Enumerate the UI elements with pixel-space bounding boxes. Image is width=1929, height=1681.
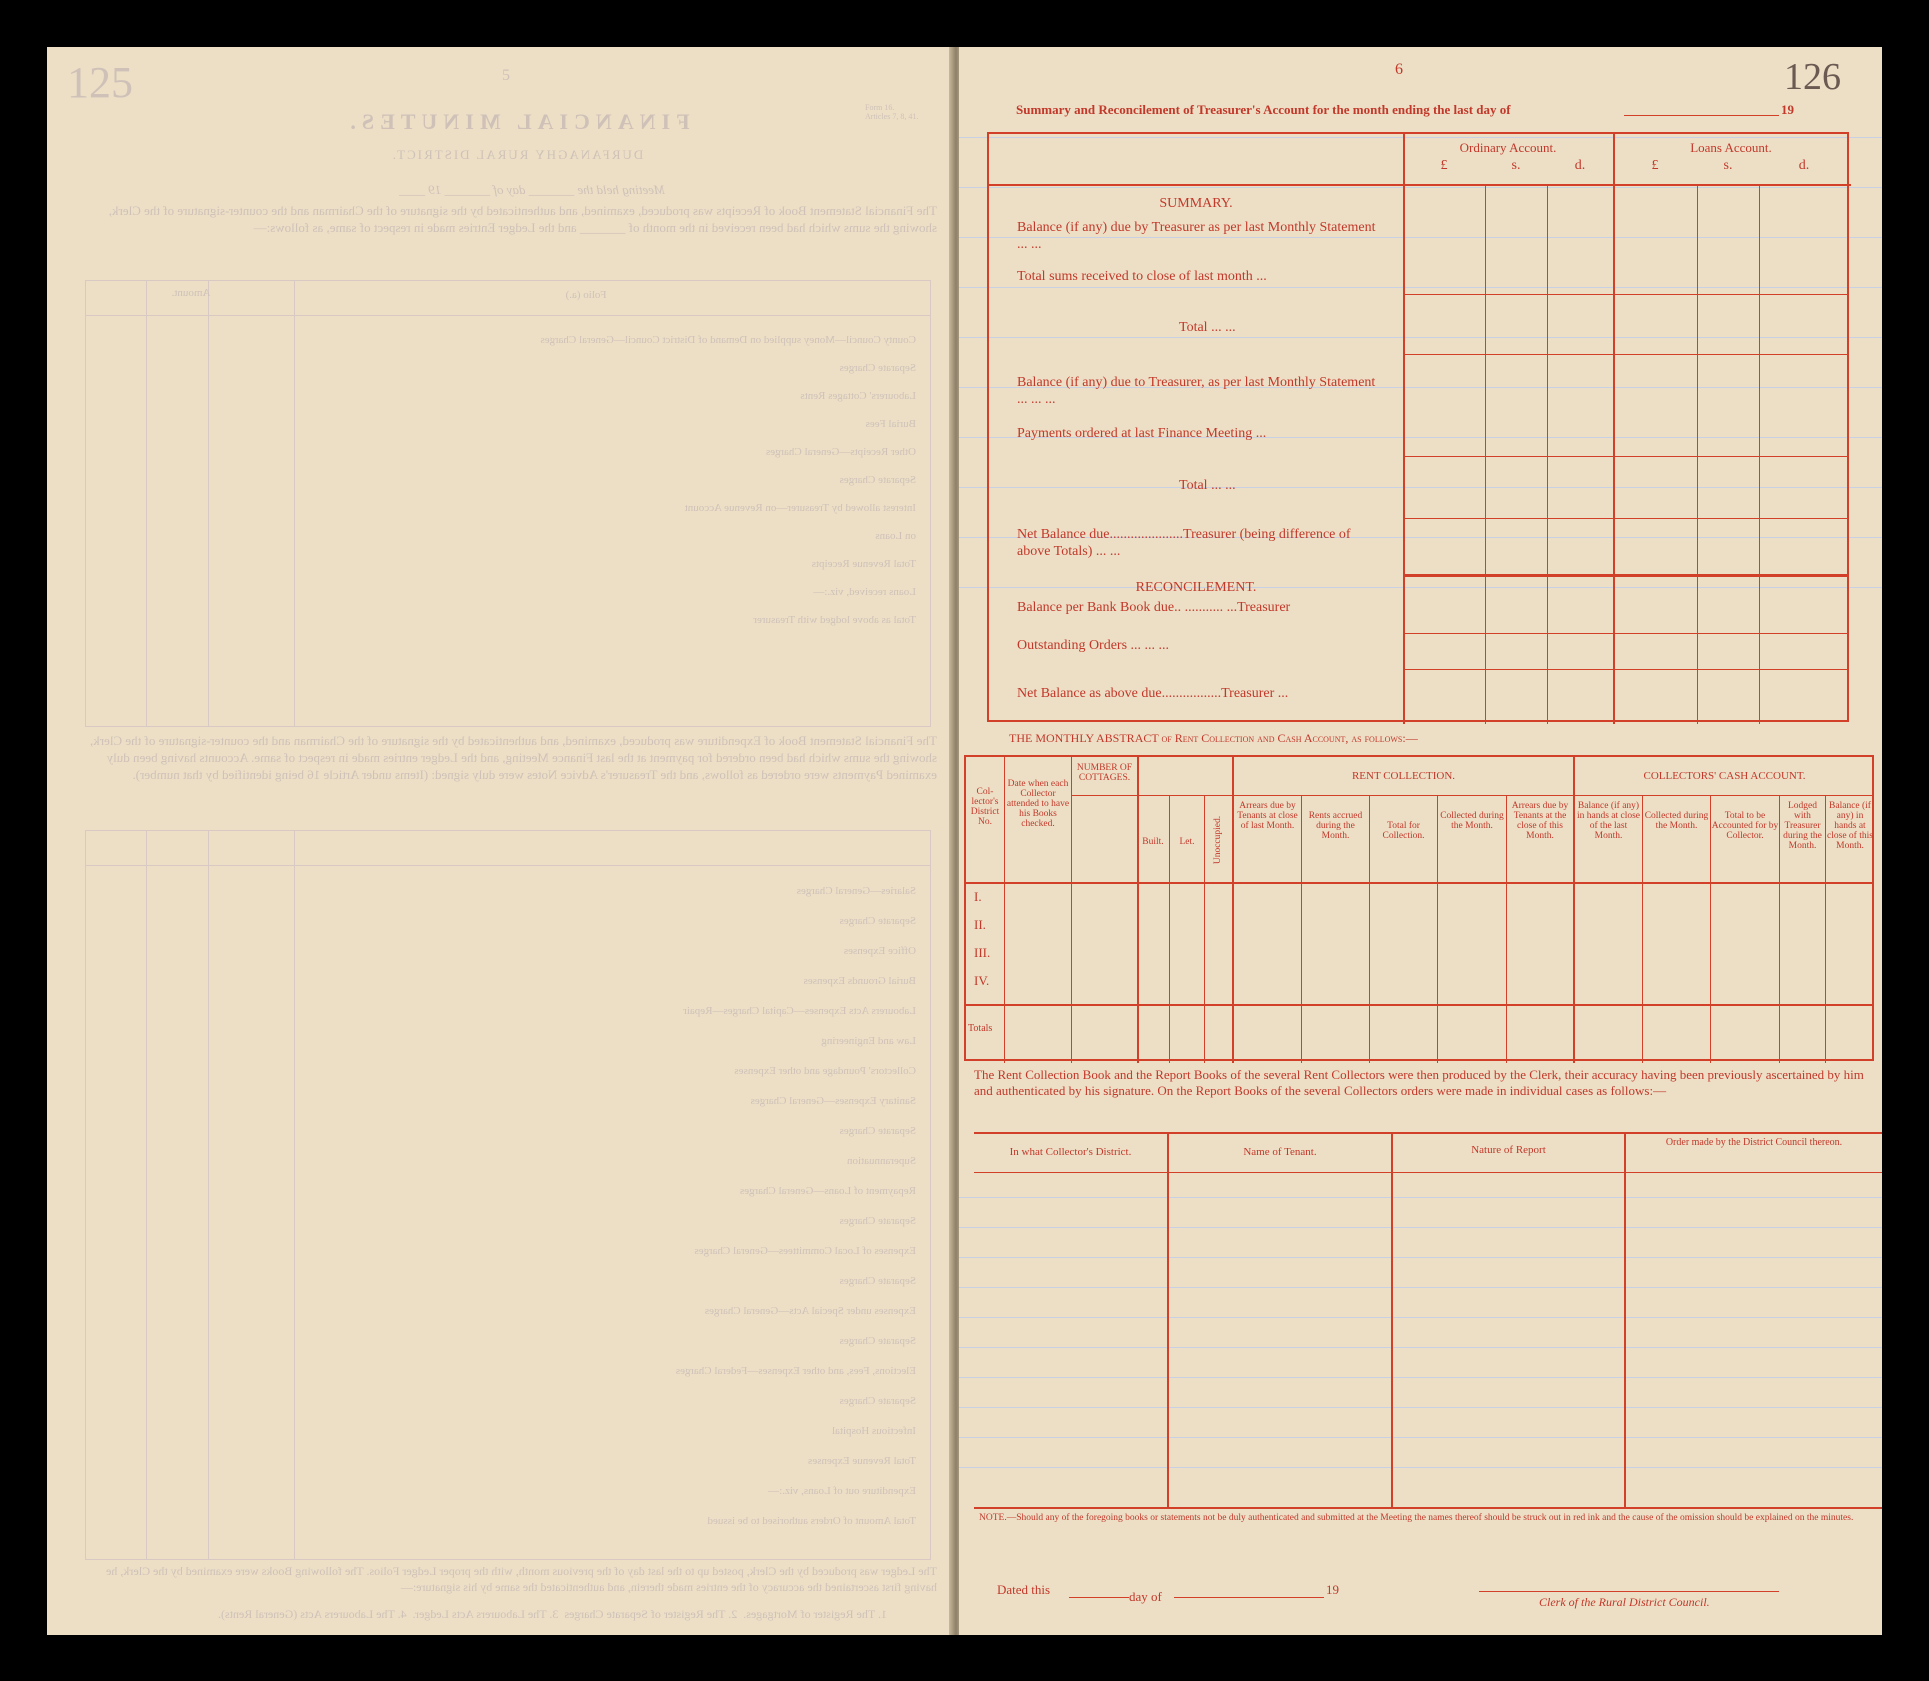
expenditure-item: Sanitary Expenses—General Charges [750,1095,916,1107]
cash-col-header: Total to be Accounted for by Collector. [1711,811,1779,841]
expenditure-item: Expenses of Local Committees—General Charges [694,1245,916,1257]
summary-row: Total ... ... [1179,478,1236,493]
summary-row: Net Balance due.....................Treasurer (being difference of above Totals) ... ... [1017,527,1351,559]
reconcilement-row: Outstanding Orders ... ... ... [1017,638,1170,653]
loans-account-header: Loans Account. [1690,140,1772,155]
meeting-line: Meeting held the _______ day of _______ 19 ____ [399,182,665,197]
expenditure-item: Separate Charges [839,1125,916,1137]
rent-col-header: Arrears due by Tenants at the close of this Month. [1511,801,1569,841]
ord-shillings-header: s. [1511,158,1521,173]
let-header: Let. [1179,837,1195,847]
right-page [959,47,1882,1635]
report-col-header: In what Collector's District. [1009,1146,1132,1158]
clerk-signature-label: Clerk of the Rural District Council. [1539,1595,1710,1609]
left-page [47,47,957,1635]
abstract-row-label: IV. [974,973,990,988]
receipt-item: on Loans [875,530,916,542]
expenditure-item: Repayment of Loans—General Charges [739,1185,916,1197]
expenditure-item: Separate Charges [839,1335,916,1347]
summary-title-year: 19 [1781,102,1794,117]
expenditure-item: Separate Charges [839,915,916,927]
cash-account-header: COLLECTORS' CASH ACCOUNT. [1643,770,1806,782]
summary-heading: SUMMARY. [1159,196,1233,211]
receipt-item: Total Revenue Receipts [811,558,916,570]
expenditure-item: Total Amount of Orders authorised to be issued [707,1515,916,1527]
reconcilement-row: Balance per Bank Book due.. ........... ...Treasurer [1017,600,1291,615]
abstract-date-header: Date when each Collector attended to have his Books checked. [1006,779,1070,829]
receipt-item: Labourers' Cottages Rents [800,390,916,402]
rent-collection-header: RENT COLLECTION. [1351,770,1456,782]
summary-title: Summary and Reconcilement of Treasurer's Account for the month ending the last day of [1016,102,1511,117]
receipts-items [326,326,916,634]
expenditure-item: Separate Charges [839,1215,916,1227]
expenditure-item: Expenses under Special Acts—General Charges [704,1305,916,1317]
summary-row: Total ... ... [1179,320,1236,335]
left-intro: The Financial Statement Book of Receipts was produced, examined, and authenticated by the signature of the Chairman and the counter-signature of the Clerk, showing the sums which had been received in the month of _______ and the Ledger Entries made in respect of same, as follows:— [108,203,937,235]
receipt-item: Separate Charges [839,362,916,374]
expenditure-item: Office Expenses [843,945,916,957]
right-folio: 6 [1395,61,1403,78]
receipts-box [85,280,931,727]
receipt-item: Other Receipts—General Charges [765,446,916,458]
expenditure-intro: The Financial Statement Book of Expenditure was produced, examined, and authenticated by the signature of the Chairman and the counter-signature of the Clerk, showing the sums which had been ordered for payment at the last Finance Meeting, and the Ledger entries made in respect of same. Accounts having been duly examined Payments were ordered as follows, and the Treasurer's Advice Notes were duly signed: (Items under Article 16 being identified by that number). [90,733,937,782]
unoccupied-header: Unoccupied. [1213,815,1223,865]
left-folio: 5 [502,67,510,84]
report-text: The Rent Collection Book and the Report Books of the several Rent Collectors were then produced by the Clerk, their accuracy having been previously ascertained by him and authenticated by his signature. On the Report Books of the several Collectors orders were made in individual cases as follows:— [974,1067,1864,1098]
receipt-item: Burial Fees [865,418,916,430]
expenditure-item: Salaries—General Charges [796,885,916,897]
cash-col-header: Balance (if any) in hands at close of the last Month. [1576,801,1641,841]
expenditure-item: Elections, Fees, and other Expenses—Federal Charges [675,1365,916,1377]
rent-col-header: Collected during the Month. [1440,811,1504,831]
receipt-item: Loans received, viz.:— [813,586,916,598]
report-table [974,1132,1882,1512]
abstract-row-label: II. [974,917,986,932]
ordinary-account-header: Ordinary Account. [1459,140,1557,155]
receipt-item: Separate Charges [839,474,916,486]
summary-table [987,132,1849,722]
day-of-label: day of [1129,1589,1162,1604]
dated-year-label: 19 [1326,1582,1339,1597]
expenditure-item: Collectors' Poundage and other Expenses [734,1065,916,1077]
expenditure-item: Expenditure out of Loans, viz.:— [768,1485,916,1497]
expenditure-box [85,830,931,1560]
ord-pounds-header: £ [1440,158,1448,173]
expenditure-items [326,876,916,1536]
abstract-row-label: III. [974,945,991,960]
report-col-header: Nature of Report [1471,1144,1546,1156]
summary-row: Payments ordered at last Finance Meeting ... [1017,426,1267,441]
expenditure-item: Burial Grounds Expenses [803,975,916,987]
expenditure-item: Separate Charges [839,1275,916,1287]
report-col-header: Order made by the District Council thereon. [1665,1137,1843,1148]
receipts-folio-header: Folio (a.) [565,289,607,301]
abstract-table [964,755,1874,1061]
cash-col-header: Lodged with Treasurer during the Month. [1783,801,1822,851]
reconcilement-row: Net Balance as above due.................Treasurer ... [1017,686,1289,701]
note-text: NOTE.—Should any of the foregoing books or statements not be duly authenticated and submitted at the Meeting the names thereof should be struck out in red ink and the cause of the omission should be explained on the minutes. [979,1513,1854,1523]
report-col-header: Name of Tenant. [1243,1146,1317,1158]
rent-col-header: Total for Collection. [1382,821,1425,841]
books-list: 1. The Register of Mortgages. 2. The Register of Separate Charges 3. The Labourers Acts Ledger. 4. The Labourers Acts (General Rents). [217,1607,887,1621]
expenditure-item: Infectious Hospital [831,1425,916,1437]
abstract-title: THE MONTHLY ABSTRACT of Rent Collection and Cash Account, as follows:— [1009,731,1418,745]
cash-col-header: Balance (if any) in hands at close of this Month. [1827,801,1873,851]
cash-col-header: Collected during the Month. [1644,811,1709,831]
receipt-item: County Council—Money supplied on Demand of District Council—General Charges [540,334,916,346]
left-page-number: 125 [67,58,133,107]
rent-col-header: Arrears due by Tenants at close of last Month. [1237,801,1298,831]
abstract-district-header: Col-lector's District No. [970,787,1000,827]
abstract-row-label: I. [974,889,982,904]
left-title: FINANCIAL MINUTES. [344,109,690,134]
summary-row: Balance (if any) due by Treasurer as per last Monthly Statement ... ... [1017,220,1376,252]
expenditure-item: Labourers Acts Expenses—Capital Charges—Repair [683,1005,916,1017]
rent-col-header: Rents accrued during the Month. [1308,811,1363,841]
ord-pence-header: d. [1574,158,1586,173]
abstract-row-label: Totals [968,1023,993,1034]
cottages-header: NUMBER OF COTTAGES. [1076,763,1133,783]
dated-this-label: Dated this [997,1582,1051,1597]
receipt-item: Interest allowed by Treasurer—on Revenue Account [684,502,916,514]
expenditure-item: Law and Engineering [821,1035,916,1047]
loans-pence-header: d. [1798,158,1810,173]
expenditure-item: Separate Charges [839,1395,916,1407]
summary-row: Balance (if any) due to Treasurer, as per last Monthly Statement ... ... ... [1017,375,1376,407]
loans-shillings-header: s. [1723,158,1733,173]
left-subtitle: DURFANAGHY RURAL DISTRICT. [390,147,644,162]
receipts-amount-header: Amount. [171,287,211,299]
reconcilement-heading: RECONCILEMENT. [1135,580,1257,595]
right-page-number: 126 [1784,56,1841,98]
receipt-item: Total as above lodged with Treasurer [753,614,916,626]
ledger-text: The Ledger was produced by the Clerk, posted up to the last day of the previous month, with the proper Ledger Folios. The following Books were examined by the Clerk, he having first ascertained the accuracy of the entries made therein, and authenticated the same by his signature:— [106,1564,937,1594]
summary-row: Total sums received to close of last month ... [1017,269,1267,284]
loans-pounds-header: £ [1651,158,1659,173]
expenditure-item: Total Revenue Expenses [808,1455,916,1467]
expenditure-item: Superannuation [846,1155,916,1167]
form-ref: Form 16. Articles 7, 8, 41. [865,103,919,121]
built-header: Built. [1142,837,1164,847]
